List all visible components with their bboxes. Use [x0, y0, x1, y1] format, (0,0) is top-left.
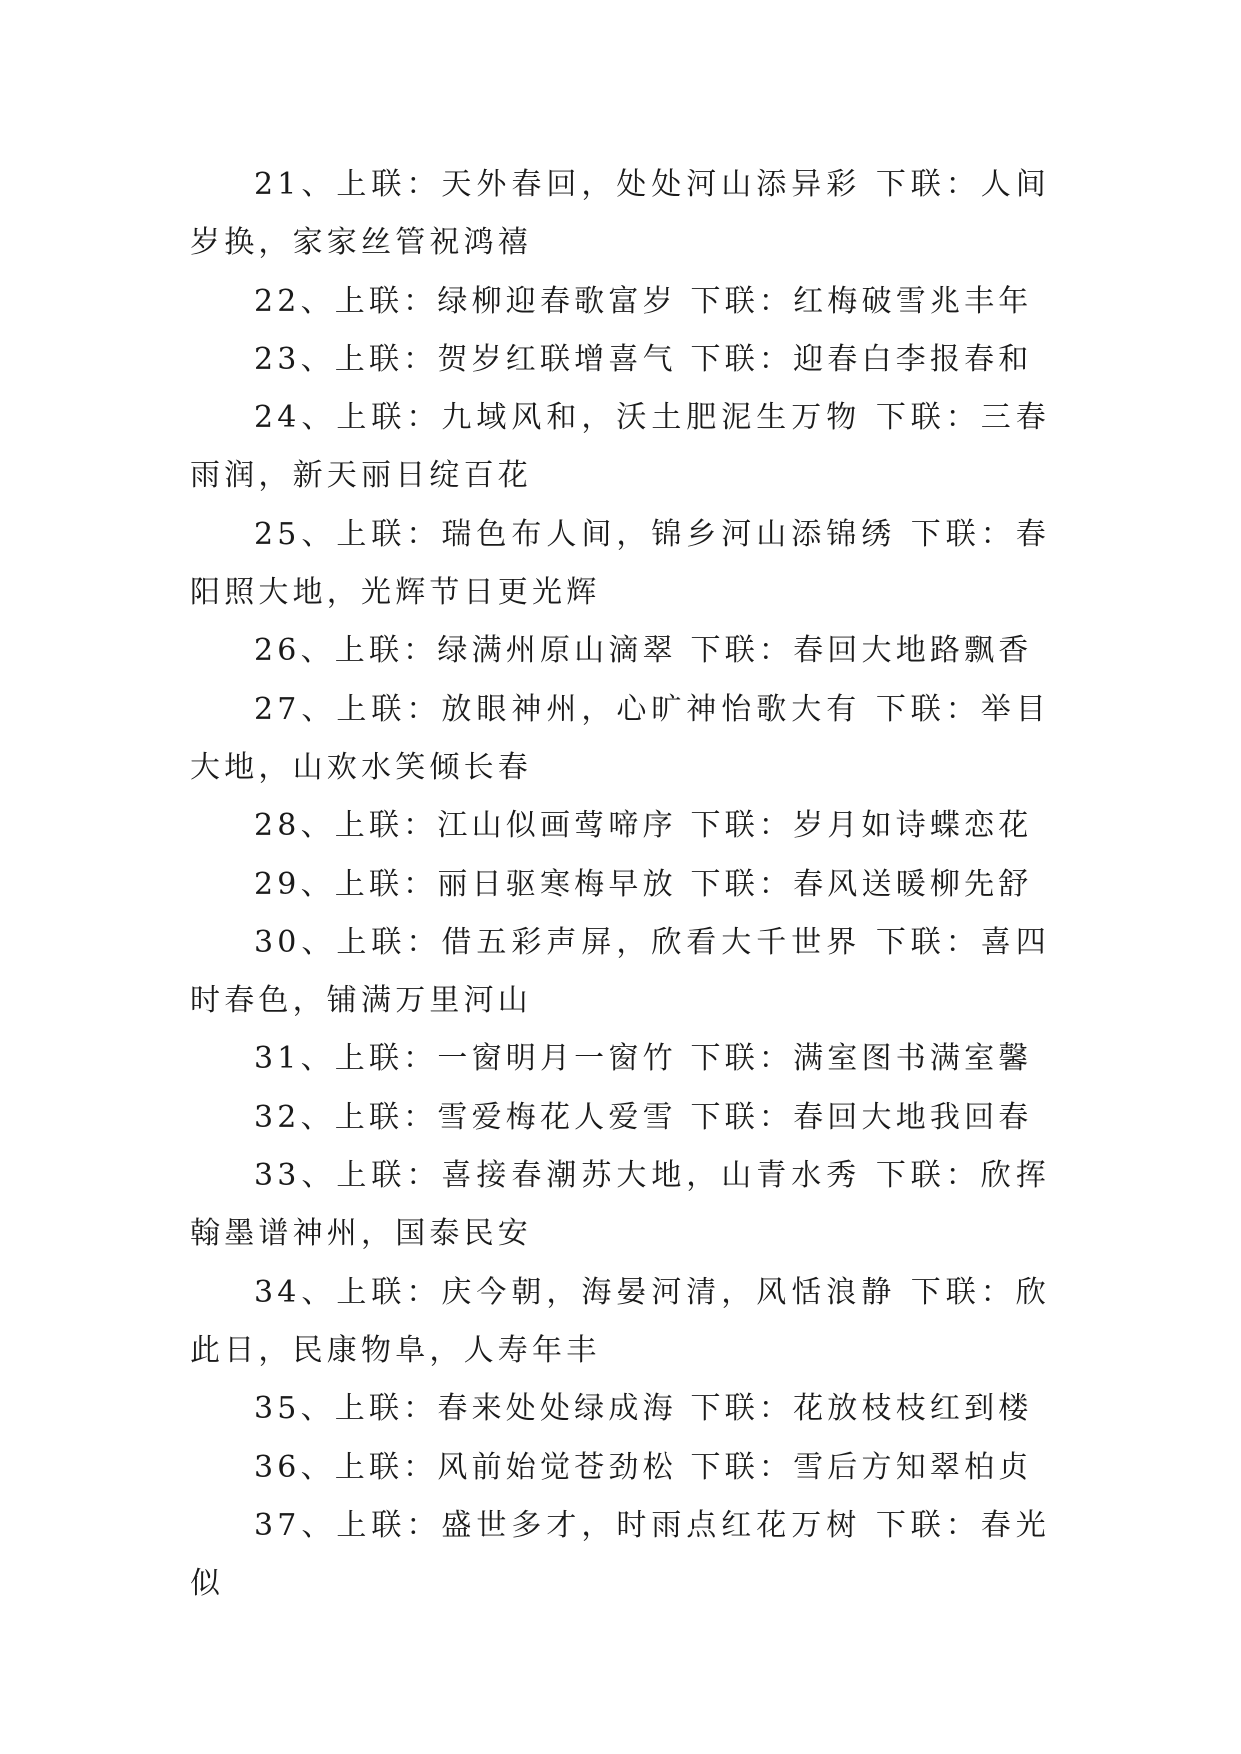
couplet-list — [190, 156, 1050, 1613]
couplet-30: 30、上联：借五彩声屏，欣看大千世界 下联：喜四时春色，铺满万里河山 — [190, 924, 1050, 1019]
couplet-31: 31、上联：一窗明月一窗竹 下联：满室图书满室馨 — [254, 1041, 1033, 1077]
couplet-21: 21、上联：天外春回，处处河山添异彩 下联：人间岁换，家家丝管祝鸿禧 — [190, 167, 1050, 261]
couplet-33: 33、上联：喜接春潮苏大地，山青水秀 下联：欣挥翰墨谱神州，国泰民安 — [190, 1158, 1050, 1252]
couplet-25: 25、上联：瑞色布人间，锦乡河山添锦绣 下联：春阳照大地，光辉节日更光辉 — [190, 516, 1050, 611]
couplet-28: 28、上联：江山似画莺啼序 下联：岁月如诗蝶恋花 — [254, 808, 1033, 844]
couplet-29: 29、上联：丽日驱寒梅早放 下联：春风送暖柳先舒 — [254, 866, 1033, 902]
couplet-35: 35、上联：春来处处绿成海 下联：花放枝枝红到楼 — [254, 1391, 1033, 1427]
couplet-23: 23、上联：贺岁红联增喜气 下联：迎春白李报春和 — [254, 341, 1033, 377]
couplet-34: 34、上联：庆今朝，海晏河清，风恬浪静 下联：欣此日，民康物阜，人寿年丰 — [190, 1274, 1050, 1368]
couplet-22: 22、上联：绿柳迎春歌富岁 下联：红梅破雪兆丰年 — [254, 283, 1033, 319]
couplet-36: 36、上联：风前始觉苍劲松 下联：雪后方知翠柏贞 — [254, 1449, 1033, 1485]
couplet-27: 27、上联：放眼神州，心旷神怡歌大有 下联：举目大地，山欢水笑倾长春 — [190, 691, 1050, 785]
couplet-26: 26、上联：绿满州原山滴翠 下联：春回大地路飘香 — [254, 633, 1033, 669]
couplet-37: 37、上联：盛世多才，时雨点红花万树 下联：春光似 — [190, 1507, 1050, 1602]
couplet-24: 24、上联：九域风和，沃土肥泥生万物 下联：三春雨润，新天丽日绽百花 — [190, 400, 1050, 494]
couplet-32: 32、上联：雪爱梅花人爱雪 下联：春回大地我回春 — [254, 1099, 1033, 1135]
